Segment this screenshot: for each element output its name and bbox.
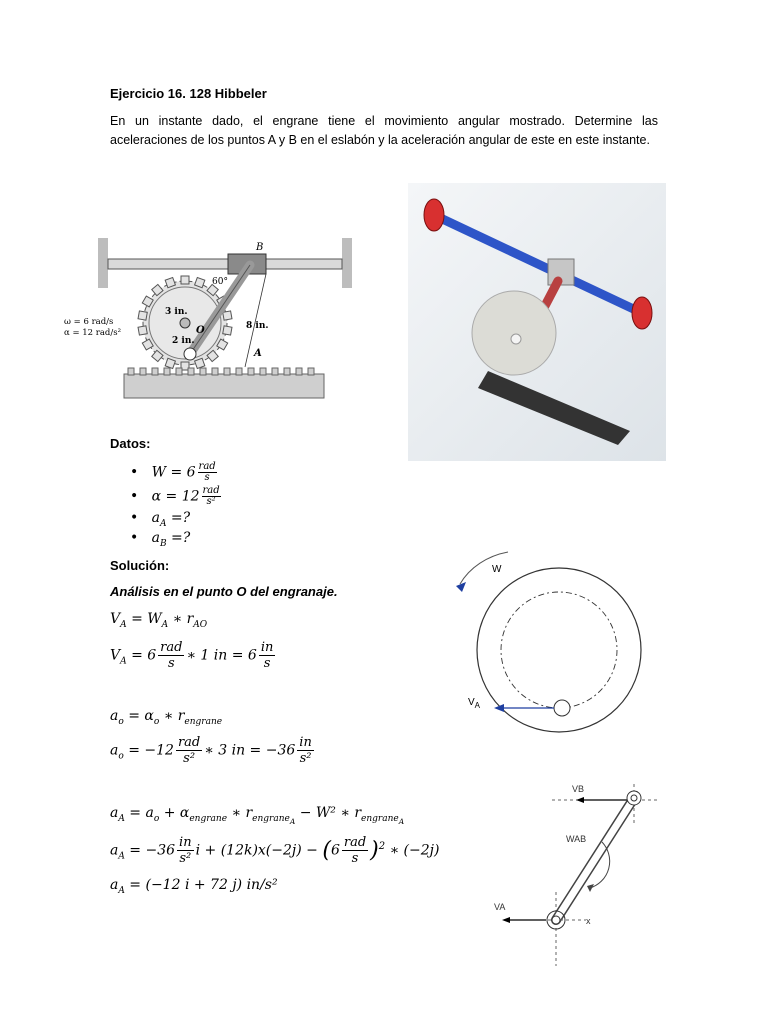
rack-tooth xyxy=(128,368,134,375)
right-wall xyxy=(342,238,352,288)
label-o: O xyxy=(196,325,205,336)
render-3d-drawing xyxy=(408,183,666,461)
label-a: A xyxy=(254,348,262,359)
textbook-figure xyxy=(60,232,360,402)
link-body-inner xyxy=(556,798,634,920)
pin-a xyxy=(184,348,196,360)
rack-tooth xyxy=(152,368,158,375)
eq-va-1: $V_A = W_A$ ∗ $r_{AO}$ xyxy=(110,611,208,630)
label-x: x xyxy=(586,916,591,926)
label-va xyxy=(468,697,481,710)
datos-item-aa: • $a_A$ =? xyxy=(130,510,191,529)
label-wab: WAB xyxy=(566,834,587,844)
gear-tooth xyxy=(181,276,189,284)
right-cap xyxy=(632,297,652,329)
circle-figure xyxy=(448,540,660,740)
label-omega: ω = 6 rad/s xyxy=(64,317,114,327)
point-a-circle xyxy=(554,700,570,716)
label-b: B xyxy=(256,242,264,253)
datos-item-alpha: • α = 12 $\frac{\text{rad}}{\text{s²}}$ xyxy=(130,485,220,507)
omega-arrowhead xyxy=(456,582,466,592)
gear-3d-hole xyxy=(511,334,521,344)
datos-list xyxy=(130,462,223,550)
rack-tooth xyxy=(140,368,146,375)
pin-a-inner xyxy=(552,916,560,924)
label-3in: 3 in. xyxy=(165,307,188,317)
rack-3d xyxy=(478,371,630,445)
label-alpha: α = 12 rad/s² xyxy=(64,328,121,338)
horizontal-bar xyxy=(108,259,342,269)
gear-tooth xyxy=(223,326,232,335)
rack-tooth xyxy=(248,368,254,375)
rack-tooth xyxy=(284,368,290,375)
eq-ao-1: $a_o = \alpha_o$ ∗ $r_{engrane}$ xyxy=(110,708,223,727)
label-w: W xyxy=(492,564,502,575)
label-angle: 60° xyxy=(212,277,228,287)
gear-tooth xyxy=(138,326,147,335)
rack-tooth xyxy=(164,368,170,375)
rack-tooth xyxy=(236,368,242,375)
rack-tooth xyxy=(296,368,302,375)
label-va-link: VA xyxy=(494,902,506,912)
rack-tooth xyxy=(176,368,182,375)
solucion-heading: Solución: xyxy=(110,558,170,573)
eq-aa-1: $a_A = a_o + \alpha_{engrane}$ ∗ $r_{engrane_A} - W^2$ ∗ $r_{engrane_A}$ xyxy=(110,805,405,826)
problem-statement: En un instante dado, el engrane tiene el movimiento angular mostrado. Determine las aceleraciones de los puntos A y B en el eslabón y la aceleración angular de este en este instante. xyxy=(110,114,658,147)
va-link-arrowhead xyxy=(502,917,510,923)
rack-tooth xyxy=(260,368,266,375)
eq-va-2: $V_A = 6$ rad s ∗ 1 in = 6 $\frac{in}{s}$ xyxy=(110,640,274,671)
datos-item-w: • W = 6 $\frac{\text{rad}}{s}$ xyxy=(130,461,216,483)
solucion-subheading: Análisis en el punto O del engranaje. xyxy=(110,584,338,599)
label-vb: VB xyxy=(572,784,585,794)
gear-tooth xyxy=(223,311,232,320)
datos-item-ab: • $a_B$ =? xyxy=(130,530,191,549)
pitch-circle xyxy=(501,592,617,708)
eq-aa-2: $a_A = -36$ $\frac{in}{\text{s²}}$ i + (12k)x(−2j) − (6 rad s )$^2$ ∗ (−2j) xyxy=(110,835,440,866)
label-va-sub: A xyxy=(474,701,481,710)
rack-tooth xyxy=(200,368,206,375)
rack-tooth xyxy=(188,368,194,375)
left-cap xyxy=(424,199,444,231)
vb-arrowhead xyxy=(576,797,584,803)
render-3d xyxy=(408,183,666,461)
gear-tooth xyxy=(138,311,147,320)
label-va-main: V xyxy=(468,697,475,708)
label-8in: 8 in. xyxy=(246,321,269,331)
exercise-title: Ejercicio 16. 128 Hibbeler xyxy=(110,86,267,101)
rack xyxy=(124,368,324,398)
datos-heading: Datos: xyxy=(110,436,151,451)
rack-tooth xyxy=(212,368,218,375)
wab-arrowhead xyxy=(587,884,594,892)
rack-tooth xyxy=(308,368,314,375)
pin-b-hole xyxy=(631,795,637,801)
eq-aa-3: $a_A = (-12$ i + 72 j) in/s² xyxy=(110,877,278,896)
label-2in: 2 in. xyxy=(172,336,195,346)
rack-tooth xyxy=(224,368,230,375)
eq-ao-2: $a_o = -12$ rad s² ∗ 3 in = −36 $\frac{in}{\text{s²}}$ xyxy=(110,735,312,766)
link-figure xyxy=(490,780,660,970)
gear-3d xyxy=(472,291,556,375)
rack-tooth xyxy=(272,368,278,375)
left-wall xyxy=(98,238,108,288)
